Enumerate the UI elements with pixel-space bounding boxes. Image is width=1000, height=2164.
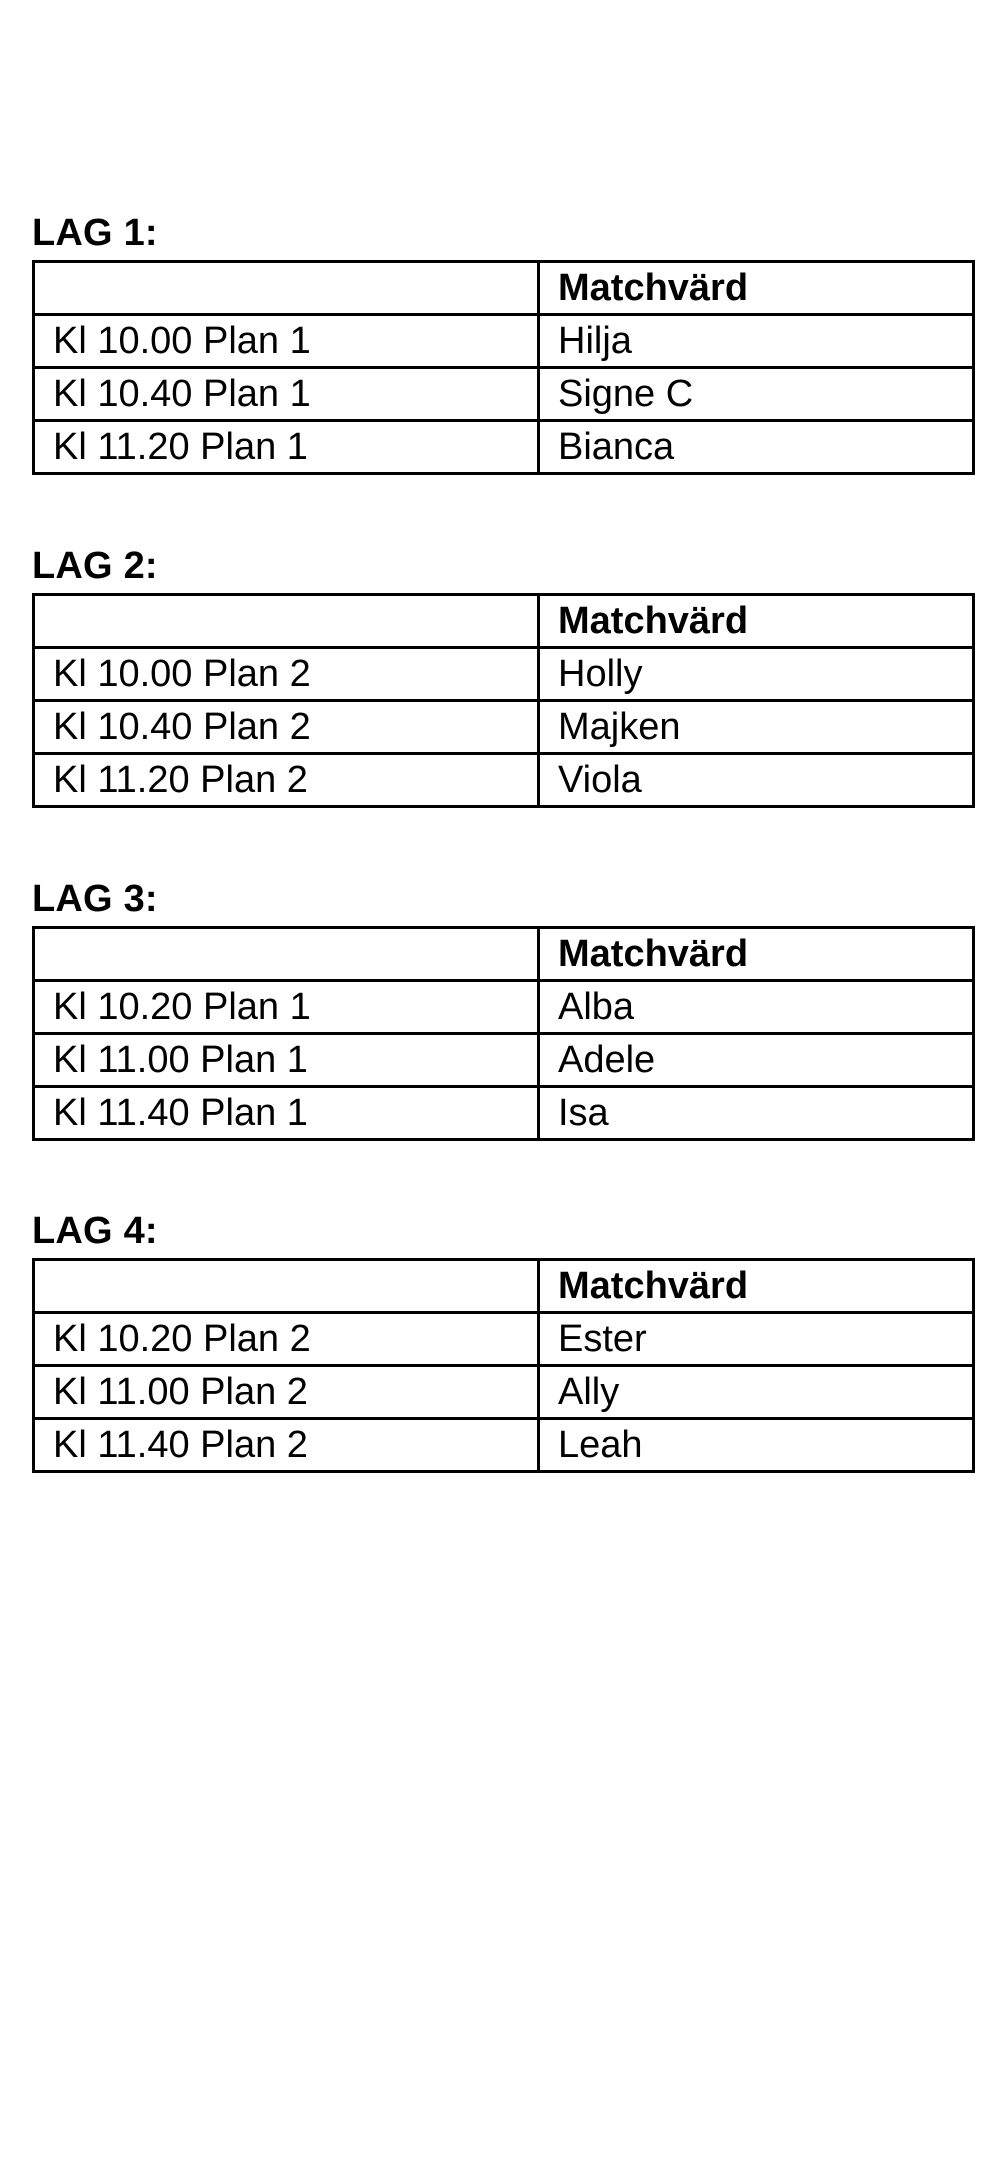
table-row [34, 421, 974, 474]
host-cell: Ester [539, 1313, 974, 1366]
time-cell: Kl 10.20 Plan 2 [34, 1313, 539, 1366]
host-cell: Adele [539, 1034, 974, 1087]
time-cell: Kl 10.00 Plan 2 [34, 648, 539, 701]
time-cell: Kl 11.20 Plan 1 [34, 421, 539, 474]
host-cell: Viola [539, 754, 974, 807]
header-cell-empty [34, 1260, 539, 1313]
time-cell: Kl 11.40 Plan 2 [34, 1419, 539, 1472]
schedule-table [32, 260, 975, 475]
time-cell: Kl 10.20 Plan 1 [34, 981, 539, 1034]
header-cell-matchvard: Matchvärd [539, 928, 974, 981]
time-cell: Kl 10.00 Plan 1 [34, 315, 539, 368]
table-row [34, 315, 974, 368]
table-row [34, 1087, 974, 1140]
host-cell: Majken [539, 701, 974, 754]
header-cell-matchvard: Matchvärd [539, 262, 974, 315]
host-cell: Ally [539, 1366, 974, 1419]
header-cell-matchvard: Matchvärd [539, 1260, 974, 1313]
table-row [34, 701, 974, 754]
schedule-table [32, 1258, 975, 1473]
host-cell: Leah [539, 1419, 974, 1472]
table-row [34, 981, 974, 1034]
table-header-row [34, 928, 974, 981]
schedule-table [32, 926, 975, 1141]
header-cell-empty [34, 928, 539, 981]
team-title: LAG 3: [32, 878, 158, 920]
time-cell: Kl 10.40 Plan 2 [34, 701, 539, 754]
header-cell-empty [34, 262, 539, 315]
team-title: LAG 2: [32, 545, 158, 587]
table-row [34, 1366, 974, 1419]
table-row [34, 754, 974, 807]
team-title: LAG 1: [32, 212, 158, 254]
team-section-lag-4 [32, 1208, 972, 1473]
table-row [34, 1419, 974, 1472]
time-cell: Kl 11.00 Plan 1 [34, 1034, 539, 1087]
table-row [34, 648, 974, 701]
team-title: LAG 4: [32, 1210, 158, 1252]
time-cell: Kl 11.00 Plan 2 [34, 1366, 539, 1419]
team-section-lag-2 [32, 543, 972, 808]
host-cell: Hilja [539, 315, 974, 368]
host-cell: Bianca [539, 421, 974, 474]
header-cell-empty [34, 595, 539, 648]
host-cell: Alba [539, 981, 974, 1034]
host-cell: Signe C [539, 368, 974, 421]
header-cell-matchvard: Matchvärd [539, 595, 974, 648]
table-row [34, 1034, 974, 1087]
table-row [34, 368, 974, 421]
host-cell: Holly [539, 648, 974, 701]
table-row [34, 1313, 974, 1366]
host-cell: Isa [539, 1087, 974, 1140]
time-cell: Kl 11.40 Plan 1 [34, 1087, 539, 1140]
team-section-lag-3 [32, 876, 972, 1141]
table-header-row [34, 262, 974, 315]
table-header-row [34, 1260, 974, 1313]
time-cell: Kl 10.40 Plan 1 [34, 368, 539, 421]
table-header-row [34, 595, 974, 648]
time-cell: Kl 11.20 Plan 2 [34, 754, 539, 807]
team-section-lag-1 [32, 210, 972, 475]
schedule-table [32, 593, 975, 808]
